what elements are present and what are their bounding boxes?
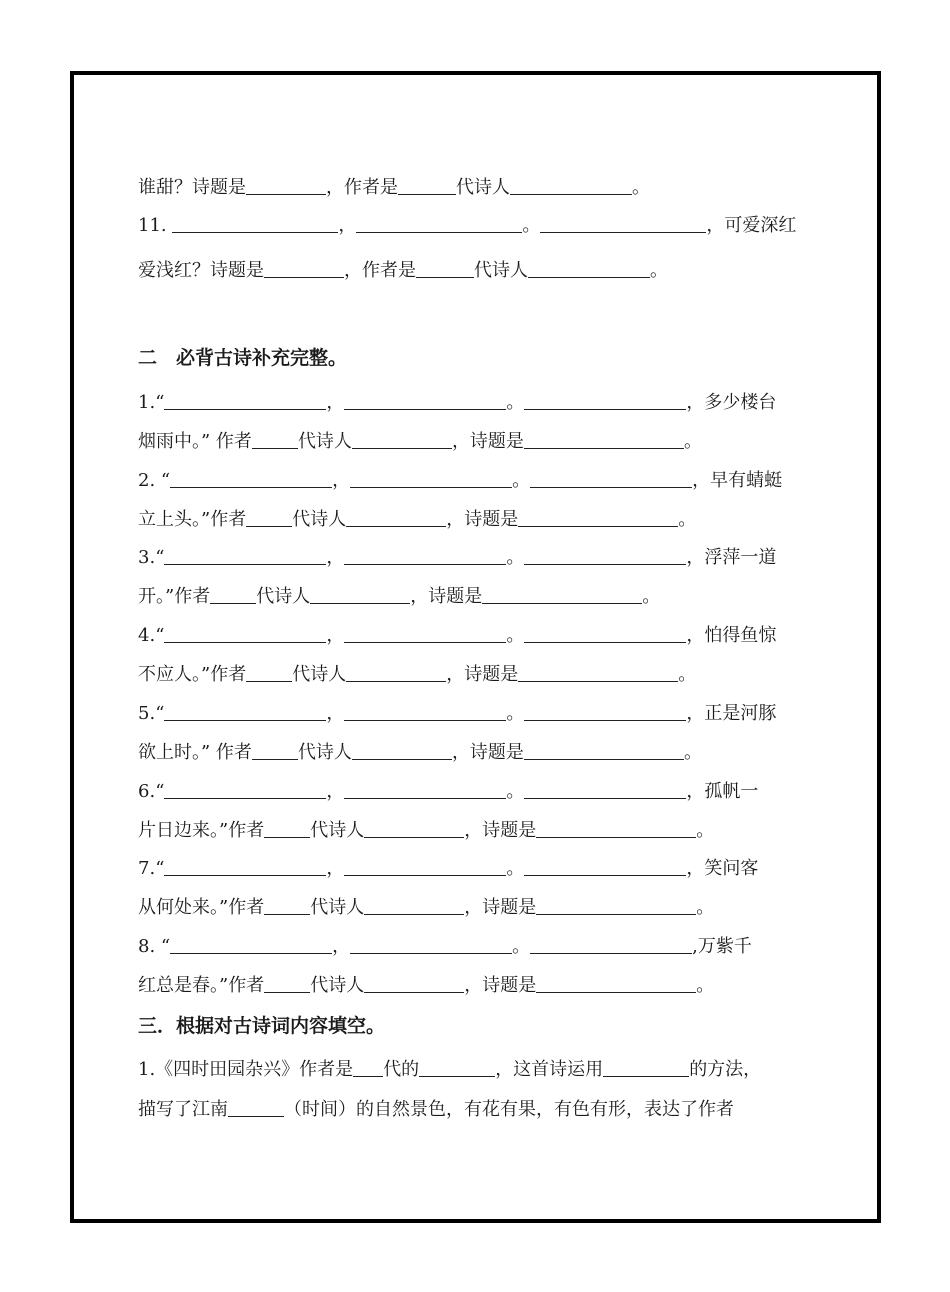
- blank-dynasty[interactable]: [246, 508, 292, 527]
- s2-item-line1: [138, 856, 818, 882]
- section3-heading: 三．根据对古诗词内容填空。: [138, 1015, 386, 1037]
- text: ，: [326, 625, 345, 646]
- text: 从何处来。”作者: [138, 897, 265, 918]
- text: ，: [332, 470, 351, 491]
- text: 代诗人: [474, 260, 528, 281]
- text: ，: [326, 781, 345, 802]
- blank-verse-3[interactable]: [524, 702, 686, 721]
- s2-item-line1: [138, 545, 818, 571]
- q11-line1: [138, 213, 818, 239]
- text: ，浮萍一道: [686, 547, 777, 568]
- quote-mark: “: [155, 392, 165, 413]
- text: ，作者是: [326, 177, 398, 198]
- text: 。: [642, 586, 661, 607]
- text: 。: [522, 215, 541, 236]
- text: 。: [696, 820, 715, 841]
- text: 。: [650, 260, 668, 281]
- s3-q1-line2: [138, 1097, 818, 1123]
- blank-verse-1[interactable]: [172, 214, 338, 233]
- blank-poet[interactable]: [528, 259, 650, 278]
- blank-verse-1[interactable]: [164, 857, 326, 876]
- blank-poet[interactable]: [364, 819, 464, 838]
- blank-verse-2[interactable]: [344, 702, 506, 721]
- text: 代诗人: [310, 897, 365, 918]
- blank-verse-3[interactable]: [524, 780, 686, 799]
- s3-q1-line1: [138, 1057, 818, 1083]
- text: 。: [632, 177, 650, 198]
- text: 爱浅红？诗题是: [138, 260, 264, 281]
- text: 烟雨中。” 作者: [138, 431, 252, 452]
- blank-poet[interactable]: [310, 585, 410, 604]
- blank-verse-3[interactable]: [524, 857, 686, 876]
- s2-item-line2: [138, 429, 818, 455]
- text: 片日边来。”作者: [138, 820, 265, 841]
- text: ，正是河豚: [686, 703, 777, 724]
- blank-title[interactable]: [264, 259, 344, 278]
- text: ，多少楼台: [686, 392, 777, 413]
- text: 。: [678, 664, 697, 685]
- blank-verse-1[interactable]: [164, 780, 326, 799]
- text: 谁甜？诗题是: [138, 177, 246, 198]
- item-number: 8.: [138, 936, 156, 957]
- blank-title[interactable]: [536, 974, 696, 993]
- item-number: 1.: [138, 392, 156, 413]
- blank-verse-2[interactable]: [344, 546, 506, 565]
- quote-mark: “: [155, 470, 171, 491]
- quote-mark: “: [155, 781, 165, 802]
- blank-title[interactable]: [536, 896, 696, 915]
- blank-title[interactable]: [246, 176, 326, 195]
- blank-verse-3[interactable]: [524, 546, 686, 565]
- text: 红总是春。”作者: [138, 975, 265, 996]
- blank-verse-3[interactable]: [524, 624, 686, 643]
- text: ，诗题是: [446, 664, 519, 685]
- blank-dynasty[interactable]: [416, 259, 474, 278]
- blank-title[interactable]: [482, 585, 642, 604]
- quote-mark: “: [155, 858, 165, 879]
- text: 代诗人: [297, 431, 352, 452]
- text: 。: [506, 858, 525, 879]
- item-number: 11.: [138, 215, 167, 236]
- blank-title[interactable]: [524, 741, 684, 760]
- text: 描写了江南: [138, 1099, 228, 1120]
- blank-verse-2[interactable]: [344, 391, 506, 410]
- text: 。: [683, 431, 702, 452]
- text: ，诗题是: [464, 820, 537, 841]
- s2-item-line2: [138, 584, 818, 610]
- text: 。: [506, 392, 525, 413]
- text: 。: [506, 625, 525, 646]
- blank-verse-1[interactable]: [170, 935, 332, 954]
- s2-item-line2: [138, 507, 818, 533]
- blank-poet[interactable]: [346, 508, 446, 527]
- blank-dynasty[interactable]: [353, 1058, 383, 1077]
- blank-verse-2[interactable]: [350, 935, 512, 954]
- text: ，可爱深红: [706, 215, 797, 236]
- text: ，: [326, 703, 345, 724]
- text: 。: [696, 897, 715, 918]
- blank-verse-2[interactable]: [350, 469, 512, 488]
- blank-title[interactable]: [518, 508, 678, 527]
- text: 。: [512, 470, 531, 491]
- s2-item-line1: [138, 390, 818, 416]
- text: 代的: [383, 1059, 420, 1080]
- s2-item-line2: [138, 973, 818, 999]
- text: ，: [326, 392, 345, 413]
- text: 代诗人: [292, 664, 347, 685]
- text: ，: [338, 215, 357, 236]
- item-number: 6.: [138, 781, 156, 802]
- quote-mark: “: [155, 936, 171, 957]
- section2-heading: 二 必背古诗补充完整。: [138, 347, 348, 369]
- blank-poet[interactable]: [346, 663, 446, 682]
- q11-line2: [138, 258, 818, 284]
- text: ，诗题是: [446, 509, 519, 530]
- s2-item-line2: [138, 895, 818, 921]
- blank-dynasty[interactable]: [264, 974, 310, 993]
- quote-mark: “: [155, 547, 165, 568]
- blank-poet[interactable]: [352, 430, 452, 449]
- text: ，: [326, 858, 345, 879]
- quote-mark: “: [155, 625, 165, 646]
- text: ,万紫千: [692, 936, 752, 957]
- text: ，诗题是: [464, 975, 537, 996]
- s2-item-line1: [138, 701, 818, 727]
- text: ，诗题是: [451, 742, 524, 763]
- text: ，诗题是: [464, 897, 537, 918]
- blank-verse-2[interactable]: [344, 780, 506, 799]
- blank-poet[interactable]: [364, 896, 464, 915]
- blank-title[interactable]: [524, 430, 684, 449]
- blank-season[interactable]: [228, 1098, 284, 1117]
- text: ，作者是: [344, 260, 416, 281]
- blank-verse-3[interactable]: [530, 935, 692, 954]
- text: 代诗人: [292, 509, 347, 530]
- text: 立上头。”作者: [138, 509, 247, 530]
- text: 代诗人: [297, 742, 352, 763]
- text: 代诗人: [310, 975, 365, 996]
- q10-line2: [138, 175, 818, 201]
- text: （时间）的自然景色，有花有果，有色有形，表达了作者: [284, 1099, 734, 1120]
- s2-item-line1: [138, 623, 818, 649]
- blank-verse-1[interactable]: [164, 391, 326, 410]
- blank-verse-2[interactable]: [344, 624, 506, 643]
- s2-item-line2: [138, 662, 818, 688]
- blank-dynasty[interactable]: [264, 896, 310, 915]
- blank-verse-1[interactable]: [164, 546, 326, 565]
- blank-verse-2[interactable]: [344, 857, 506, 876]
- blank-verse-1[interactable]: [164, 624, 326, 643]
- text: ，笑问客: [686, 858, 759, 879]
- text: ，孤帆一: [686, 781, 759, 802]
- text: ，诗题是: [451, 431, 524, 452]
- text: 1.《四时田园杂兴》作者是: [138, 1059, 354, 1080]
- blank-title[interactable]: [536, 819, 696, 838]
- text: 。: [506, 547, 525, 568]
- blank-verse-2[interactable]: [356, 214, 522, 233]
- text: 欲上时。” 作者: [138, 742, 252, 763]
- blank-title[interactable]: [518, 663, 678, 682]
- quote-mark: “: [155, 703, 165, 724]
- blank-dynasty[interactable]: [252, 430, 298, 449]
- text: 。: [506, 781, 525, 802]
- s2-item-line1: [138, 779, 818, 805]
- blank-poet[interactable]: [352, 741, 452, 760]
- text: 代诗人: [456, 177, 510, 198]
- blank-dynasty[interactable]: [264, 819, 310, 838]
- text: ，: [326, 547, 345, 568]
- text: ，怕得鱼惊: [686, 625, 777, 646]
- blank-poet[interactable]: [364, 974, 464, 993]
- s2-item-line1: [138, 934, 818, 960]
- text: 不应人。”作者: [138, 664, 247, 685]
- blank-verse-3[interactable]: [540, 214, 706, 233]
- s2-item-line1: [138, 468, 818, 494]
- blank-poet[interactable]: [510, 176, 632, 195]
- blank-verse-3[interactable]: [524, 391, 686, 410]
- blank-method[interactable]: [603, 1058, 689, 1077]
- item-number: 2.: [138, 470, 156, 491]
- s2-item-line2: [138, 818, 818, 844]
- blank-dynasty[interactable]: [252, 741, 298, 760]
- item-number: 4.: [138, 625, 156, 646]
- item-number: 7.: [138, 858, 156, 879]
- text: 代诗人: [310, 820, 365, 841]
- text: 。: [696, 975, 715, 996]
- blank-verse-1[interactable]: [170, 469, 332, 488]
- text: 代诗人: [256, 586, 311, 607]
- item-number: 5.: [138, 703, 156, 724]
- text: ，诗题是: [410, 586, 483, 607]
- blank-poet[interactable]: [419, 1058, 495, 1077]
- blank-dynasty[interactable]: [210, 585, 256, 604]
- text: 。: [678, 509, 697, 530]
- s2-item-line2: [138, 740, 818, 766]
- blank-verse-3[interactable]: [530, 469, 692, 488]
- text: ，早有蜻蜓: [692, 470, 783, 491]
- text: 开。”作者: [138, 586, 211, 607]
- blank-dynasty[interactable]: [246, 663, 292, 682]
- blank-verse-1[interactable]: [164, 702, 326, 721]
- text: 。: [683, 742, 702, 763]
- text: 。: [512, 936, 531, 957]
- text: ，这首诗运用: [495, 1059, 604, 1080]
- blank-dynasty[interactable]: [398, 176, 456, 195]
- text: ，: [332, 936, 351, 957]
- text: 。: [506, 703, 525, 724]
- text: 的方法，: [689, 1059, 762, 1080]
- item-number: 3.: [138, 547, 156, 568]
